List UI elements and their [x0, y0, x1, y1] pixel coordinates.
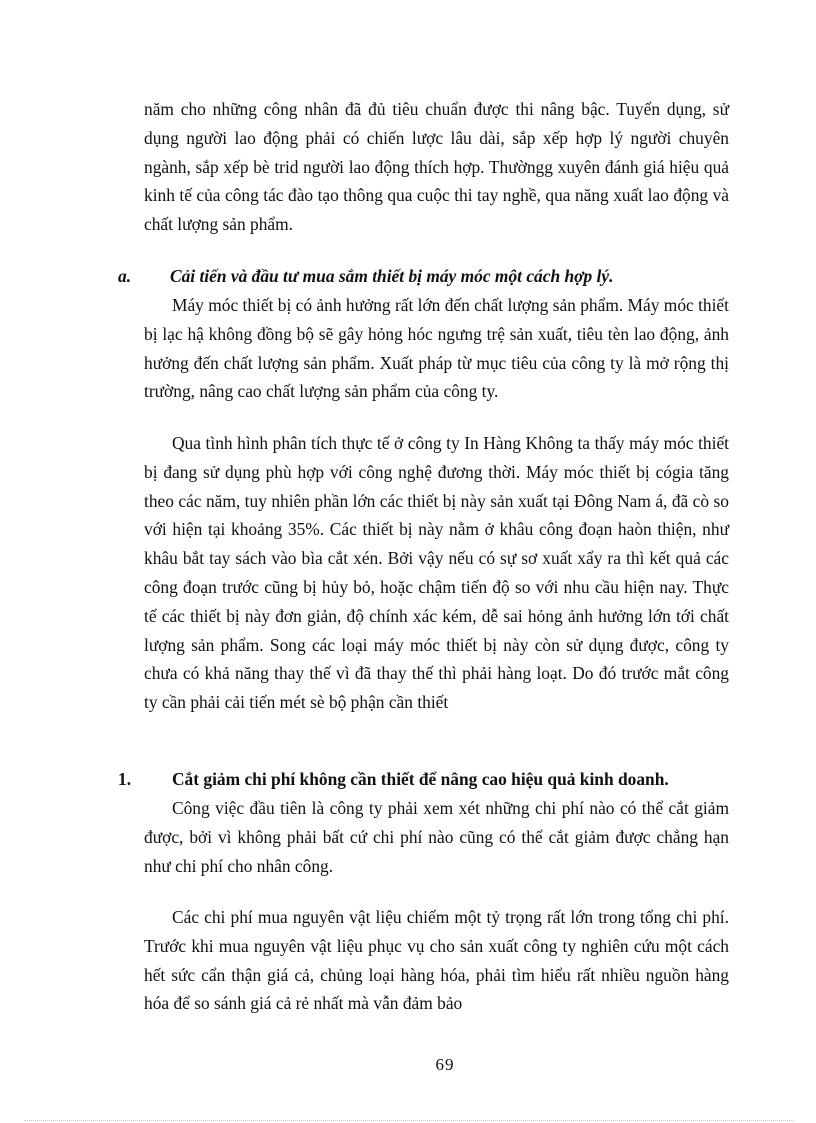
section-a-title: Cải tiến và đầu tư mua sắm thiết bị máy móc một cách hợp lý.	[170, 266, 614, 286]
section-1-paragraph-1: Công việc đầu tiên là công ty phải xem xét những chi phí nào có thể cắt giảm được, bởi vì không phải bất cứ chi phí nào cũng có thể cắt giảm được chẳng hạn như chi phí cho nhân công.	[144, 798, 729, 876]
section-a-paragraph-1: Máy móc thiết bị có ảnh hưởng rất lớn đến chất lượng sản phẩm. Máy móc thiết bị lạc hậ không đồng bộ sẽ gây hỏng hóc ngưng trệ sản xuất, tiêu tèn lao động, ảnh hưởng đến chất lượng sản phẩm. Xuất pháp từ mục tiêu của công ty là mở rộng thị trường, nâng cao chất lượng sản phẩm của công ty.	[144, 295, 729, 402]
section-1-title: Cắt giảm chi phí không cần thiết để nâng cao hiệu quả kinh doanh.	[172, 769, 669, 789]
section-1-heading	[0, 765, 816, 794]
section-a-heading	[0, 262, 816, 291]
intro-paragraph: năm cho những công nhân đã đủ tiêu chuẩn được thi nâng bậc. Tuyển dụng, sử dụng người lao động phải có chiến lược lâu dài, sắp xếp hợp lý người chuyên ngành, sắp xếp bè trid người lao động thích hợp. Thườngg xuyên đánh giá hiệu quả kinh tế của công tác đào tạo thông qua cuộc thi tay nghề, qua năng xuất lao động và chất lượng sản phẩm.	[144, 99, 729, 235]
page-bottom-rule	[24, 1120, 794, 1121]
section-1-paragraph-2: Các chi phí mua nguyên vật liệu chiếm một tỷ trọng rất lớn trong tổng chi phí. Trước khi mua nguyên vật liệu phục vụ cho sản xuất công ty nghiên cứu một cách hết sức cẩn thận giá cả, chủng loại hàng hóa, phải tìm hiểu rất nhiều nguồn hàng hóa để so sánh giá cả rẻ nhất mà vẫn đảm bảo	[144, 907, 729, 1014]
section-1-number: 1.	[118, 769, 132, 789]
page-number: 69	[435, 1055, 455, 1074]
section-a-paragraph-2: Qua tình hình phân tích thực tế ở công ty In Hàng Không ta thấy máy móc thiết bị đang sử dụng phù hợp với công nghệ đương thời. Máy móc thiết bị cógia tăng theo các năm, tuy nhiên phần lớn các thiết bị này sản xuất tại Đông Nam á, đã cò so với hiện tại khoảng 35%. Các thiết bị này nằm ở khâu công đoạn haòn thiện, như khâu bắt tay sách vào bìa cắt xén. Bởi vậy nếu có sự sơ xuất xẩy ra thì kết quả các công đoạn trước cũng bị hủy bỏ, hoặc chậm tiến độ so với nhu cầu hiện nay. Thực tế các thiết bị này đơn giản, độ chính xác kém, dễ sai hỏng ảnh hưởng lớn tới chất lượng sản phẩm. Song các loại máy móc thiết bị này còn sử dụng được, công ty chưa có khả năng thay thế vì đã thay thế thì phải hàng loạt. Do đó trước mắt công ty cần phải cải tiến mét sè bộ phận cần thiết	[144, 433, 729, 713]
section-a-number: a.	[118, 266, 132, 286]
